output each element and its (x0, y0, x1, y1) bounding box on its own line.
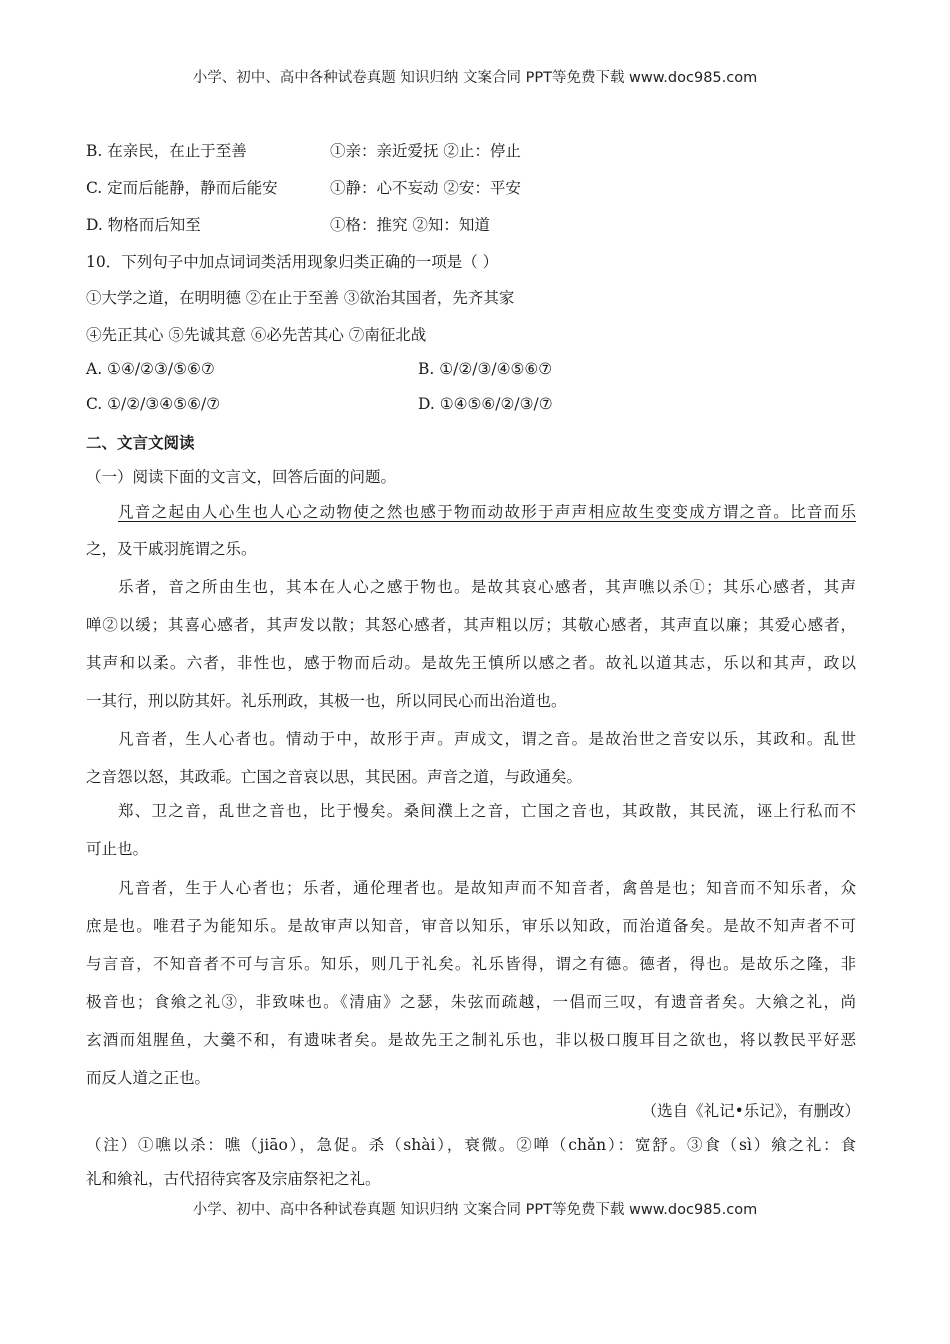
passage-p5-line2: 庶是也。唯君子为能知乐。是故审声以知音，审音以知乐，审乐以知政，而治道备矣。是故不知声者不可 (86, 917, 856, 935)
q9-option-b: B. 在亲民，在止于至善 (86, 142, 247, 160)
q9-option-d-answer: ①格：推究 ②知：知道 (330, 216, 490, 234)
page-header: 小学、初中、高中各种试卷真题 知识归纳 文案合同 PPT等免费下载 www.doc985.com (192, 70, 758, 86)
q10-items-line2: ④先正其心 ⑤先诚其意 ⑥必先苦其心 ⑦南征北战 (86, 326, 427, 344)
q10-option-a: A. ①④/②③/⑤⑥⑦ (86, 360, 215, 378)
passage-p5-line5: 玄酒而俎腥鱼，大羹不和，有遗味者矣。是故先王之制礼乐也，非以极口腹耳目之欲也，将以教民平好恶 (86, 1031, 856, 1049)
q10-items-line1: ①大学之道，在明明德 ②在止于至善 ③欲治其国者，先齐其家 (86, 289, 515, 307)
passage-p5-line4: 极音也；食飨之礼③，非致味也。《清庙》之瑟，朱弦而疏越，一倡而三叹，有遗音者矣。大飨之礼，尚 (86, 993, 856, 1011)
passage-p5-line1: 凡音者，生于人心者也；乐者，通伦理者也。是故知声而不知音者，禽兽是也；知音而不知乐者，众 (118, 879, 856, 897)
q9-option-c-answer: ①静：心不妄动 ②安：平安 (330, 179, 521, 197)
q10-option-c: C. ①/②/③④⑤⑥/⑦ (86, 395, 221, 413)
page-footer: 小学、初中、高中各种试卷真题 知识归纳 文案合同 PPT等免费下载 www.doc985.com (192, 1202, 758, 1218)
passage-p2-line4: 一其行，刑以防其奸。礼乐刑政，其极一也，所以同民心而出治道也。 (86, 692, 567, 710)
section-title: 二、文言文阅读 (86, 433, 195, 452)
q9-option-d: D. 物格而后知至 (86, 216, 201, 234)
section-intro: （一）阅读下面的文言文，回答后面的问题。 (86, 468, 397, 486)
passage-p5-line6: 而反人道之正也。 (86, 1069, 211, 1087)
notes-line1: （注）①噍以杀：噍（jiāo），急促。杀（shài），衰微。②啴（chǎn）：宽舒。③食（sì）飨之礼：食 (86, 1136, 856, 1154)
passage-p4-line1: 郑、卫之音，乱世之音也，比于慢矣。桑间濮上之音，亡国之音也，其政散，其民流，诬上行私而不 (118, 802, 856, 820)
q9-option-b-answer: ①亲：亲近爱抚 ②止：停止 (330, 142, 521, 160)
passage-p2-line2: 啴②以缓；其喜心感者，其声发以散；其怒心感者，其声粗以厉；其敬心感者，其声直以廉；其爱心感者， (86, 616, 856, 634)
notes-line2: 礼和飨礼，古代招待宾客及宗庙祭祀之礼。 (86, 1170, 381, 1188)
q10-stem: 10．下列句子中加点词词类活用现象归类正确的一项是（ ） (86, 253, 499, 271)
passage-p4-line2: 可止也。 (86, 840, 149, 858)
q9-option-c: C. 定而后能静，静而后能安 (86, 179, 278, 197)
q10-option-b: B. ①/②/③/④⑤⑥⑦ (418, 360, 553, 378)
passage-p2-line3: 其声和以柔。六者，非性也，感于物而后动。是故先王慎所以感之者。故礼以道其志，乐以和其声，政以 (86, 654, 856, 672)
q10-option-d: D. ①④⑤⑥/②/③/⑦ (418, 395, 553, 413)
passage-p3-line1: 凡音者，生人心者也。情动于中，故形于声。声成文，谓之音。是故治世之音安以乐，其政和。乱世 (118, 730, 856, 748)
passage-p3-line2: 之音怨以怒，其政乖。亡国之音哀以思，其民困。声音之道，与政通矣。 (86, 768, 583, 786)
source-citation: （选自《礼记•乐记》，有删改） (641, 1102, 860, 1120)
passage-p5-line3: 与言音，不知音者不可与言乐。知乐，则几于礼矣。礼乐皆得，谓之有德。德者，得也。是故乐之隆，非 (86, 955, 856, 973)
passage-p1-line1: 凡音之起由人心生也人心之动物使之然也感于物而动故形于声声相应故生变变成方谓之音。比音而乐 (118, 503, 856, 521)
passage-p1-line2: 之，及干戚羽旄谓之乐。 (86, 540, 257, 558)
passage-p2-line1: 乐者，音之所由生也，其本在人心之感于物也。是故其哀心感者，其声噍以杀①；其乐心感者，其声 (118, 578, 856, 596)
